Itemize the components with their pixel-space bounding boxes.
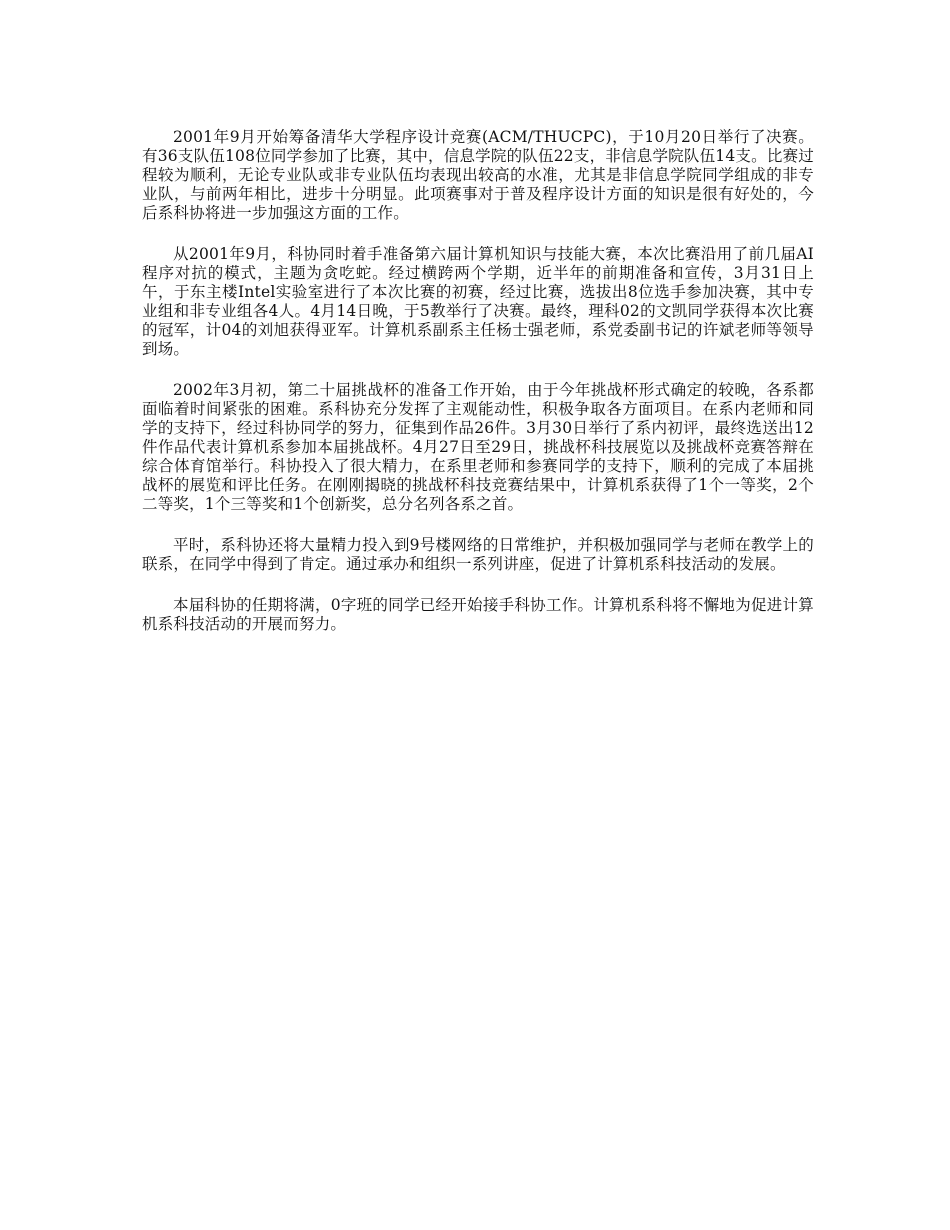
paragraph-thucpc: 2001年9月开始筹备清华大学程序设计竞赛(ACM/THUCPC)，于10月20日举行了决赛。有36支队伍108位同学参加了比赛，其中，信息学院的队伍22支，非信息学院队伍14支。比赛过程较为顺利，无论专业队或非专业队伍均表现出较高的水准，尤其是非信息学院同学组成的非专业队，与前两年相比，进步十分明显。此项赛事对于普及程序设计方面的知识是很有好处的，今后系科协将进一步加强这方面的工作。 [142, 128, 814, 222]
paragraph-ai-contest: 从2001年9月，科协同时着手准备第六届计算机知识与技能大赛，本次比赛沿用了前几届AI程序对抗的模式，主题为贪吃蛇。经过横跨两个学期，近半年的前期准备和宣传，3月31日上午，于东主楼Intel实验室进行了本次比赛的初赛，经过比赛，选拔出8位选手参加决赛，其中专业组和非专业组各4人。4月14日晚，于5教举行了决赛。最终，理科02的文凯同学获得本次比赛的冠军，计04的刘旭获得亚军。计算机系副系主任杨士强老师，系党委副书记的许斌老师等领导到场。 [142, 245, 814, 358]
paragraph-challenge-cup: 2002年3月初，第二十届挑战杯的准备工作开始，由于今年挑战杯形式确定的较晚，各系都面临着时间紧张的困难。系科协充分发挥了主观能动性，积极争取各方面项目。在系内老师和同学的支持下，经过科协同学的努力，征集到作品26件。3月30日举行了系内初评，最终选送出12件作品代表计算机系参加本届挑战杯。4月27日至29日，挑战杯科技展览以及挑战杯竞赛答辩在综合体育馆举行。科协投入了很大精力，在系里老师和参赛同学的支持下，顺利的完成了本届挑战杯的展览和评比任务。在刚刚揭晓的挑战杯科技竞赛结果中，计算机系获得了1个一等奖，2个二等奖，1个三等奖和1个创新奖，总分名列各系之首。 [142, 381, 814, 513]
paragraph-term-end: 本届科协的任期将满，0字班的同学已经开始接手科协工作。计算机系科将不懈地为促进计算机系科技活动的开展而努力。 [142, 596, 814, 633]
document-body [142, 128, 814, 656]
paragraph-daily-work: 平时，系科协还将大量精力投入到9号楼网络的日常维护，并积极加强同学与老师在教学上的联系，在同学中得到了肯定。通过承办和组织一系列讲座，促进了计算机系科技活动的发展。 [142, 536, 814, 573]
